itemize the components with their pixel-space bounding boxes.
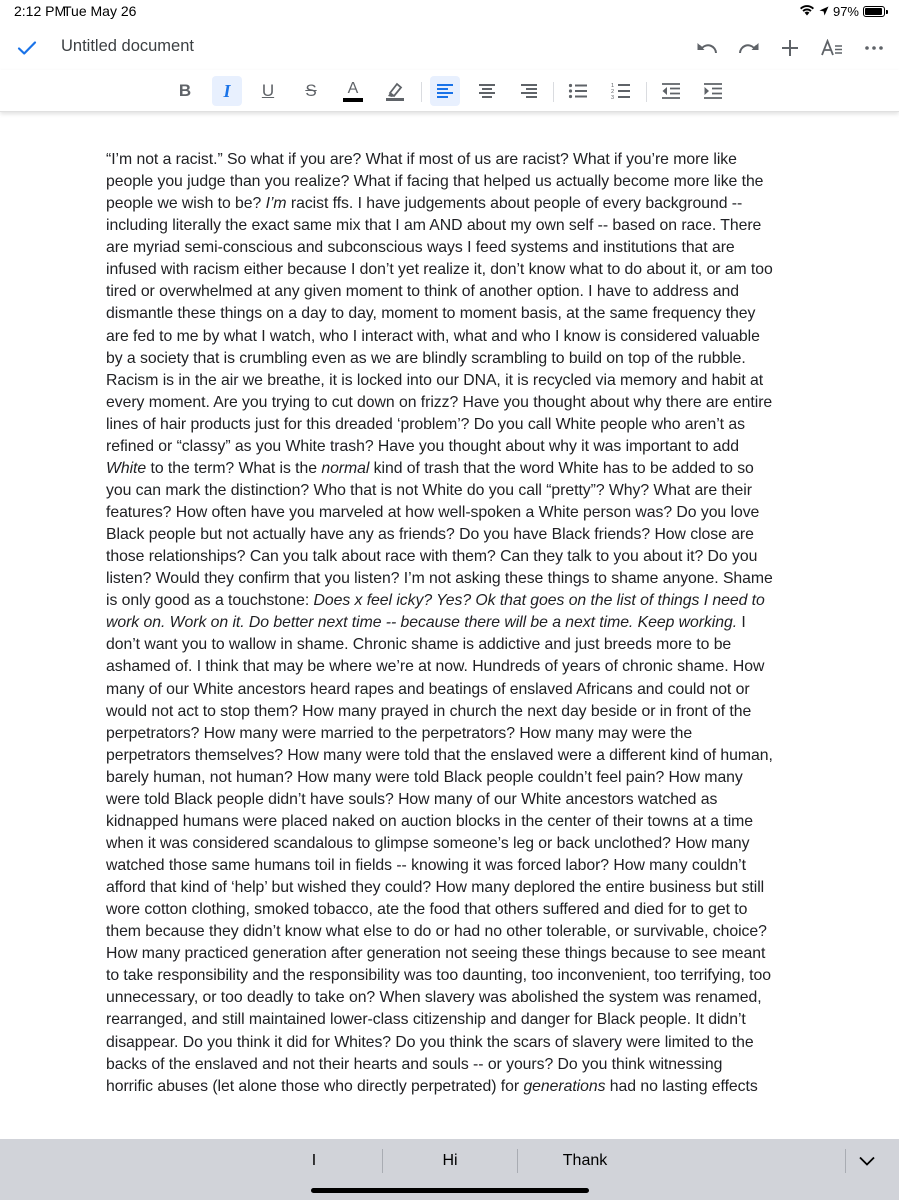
svg-text:1: 1 [611,83,615,89]
done-button[interactable] [14,36,40,60]
document-line [106,392,800,414]
italic-text: Does x feel icky? Yes? Ok that goes on the list of things I need to [313,592,765,610]
document-line [106,1054,800,1076]
text-run: afford that kind of ‘help’ but wished they could? How many deplored the entire business but still [106,879,765,897]
document-line [106,899,800,921]
text-run: tired or overwhelmed at any given moment to think of another option. I have to address and [106,283,740,301]
text-run: people you judge than you realize? What if facing that helped us actually become more like the [106,173,764,191]
text-run: dismantle these things on a day to day, moment to moment basis, at the same frequency they [106,305,756,323]
italic-text: I’m [265,195,287,213]
document-line [106,701,800,723]
text-color-icon: A [347,79,359,97]
status-time: 2:12 PM [14,3,67,19]
status-bar [0,0,899,24]
text-run: would not act to stop them? How many prayed in church the next day beside or in front of the [106,702,752,720]
document-line [106,833,800,855]
highlight-icon [384,81,406,101]
document-line [106,281,800,303]
text-run: to take responsibility and the responsibility was too daunting, too inconvenient, too terrifying, too [106,967,771,985]
document-line [106,634,800,656]
document-line [106,1009,800,1031]
text-run: those relationships? Can you talk about race with them? Can they talk to you about it? Do you [106,548,758,566]
bulleted-list-button[interactable] [563,76,593,106]
redo-button[interactable] [735,35,763,61]
toolbar-divider [421,82,422,102]
document-line [106,590,800,612]
increase-indent-icon [703,83,723,99]
document-line [106,303,800,325]
document-line [106,149,800,171]
text-run: disappear. Do you think it did for Whites? Do you think the scars of slavery were limited to the [106,1033,754,1051]
bulleted-list-icon [568,83,588,99]
bold-icon: B [178,81,192,100]
text-color-button[interactable] [338,76,368,106]
underline-button[interactable] [253,76,283,106]
decrease-indent-button[interactable] [656,76,686,106]
text-run: “I’m not a racist.” So what if you are? What if most of us are racist? What if you’re more like [106,151,737,168]
text-run: them because they didn’t know what else to do or had no other tolerable, or survivable, choice? [106,923,767,941]
add-icon [781,39,799,57]
document-line [106,877,800,899]
check-icon [17,40,37,56]
document-line [106,524,800,546]
italic-text: generations [523,1077,606,1095]
text-run: by a society that is crumbling even as we are blindly scrambling to build on top of the rubble. [106,349,746,367]
text-run: backs of the enslaved and not their hearts and souls -- or yours? Do you think witnessing [106,1055,723,1073]
text-format-icon [821,39,843,57]
align-right-icon [520,83,538,99]
suggestion-item[interactable]: I [311,1152,317,1169]
numbered-list-button[interactable] [606,76,636,106]
document-line [106,326,800,348]
text-run: listen? Would they confirm that you listen? I’m not asking these things to shame anyone. Shame [106,570,773,588]
wifi-icon [799,4,815,19]
document-line [106,436,800,458]
document-line [106,679,800,701]
italic-icon: I [223,80,231,101]
bold-button[interactable] [170,76,200,106]
document-line [106,546,800,568]
text-run: are fed to me by what I watch, who I interact with, what and who I know is considered valuable [106,327,760,345]
document-line [106,811,800,833]
undo-button[interactable] [693,35,721,61]
text-run: people we wish to be? [106,195,266,213]
svg-text:2: 2 [611,89,615,95]
text-run: racist ffs. I have judgements about people of every background -- [286,195,743,213]
battery-fill [865,8,882,15]
italic-text: work on. Work on it. Do better next time -- because there will be a next time. Keep working. [106,614,738,632]
text-run: kidnapped humans were placed naked on auction blocks in the center of their towns at a time [106,812,754,830]
document-line [106,1032,800,1054]
undo-icon [696,41,718,55]
text-run: I [737,614,746,632]
strikethrough-button[interactable] [296,76,326,106]
text-run: when it was considered scandalous to glimpse someone’s leg or back unclothed? How many [106,834,750,852]
numbered-list-icon [611,82,631,100]
align-left-button[interactable] [430,76,460,106]
text-run: infused with racism either because I don’t yet realize it, don’t know what to do about it, or am too [106,261,773,279]
text-run: perpetrators themselves? How many were told that the enslaved were a different kind of human, [106,746,773,764]
document-line [106,921,800,943]
text-run: wore cotton clothing, smoked tobacco, ate the food that others suffered and died for to get to [106,901,748,919]
align-left-icon [436,83,454,99]
document-line [106,193,800,215]
text-run: features? How often have you marveled at how well-spoken a White person was? Do you love [106,504,760,521]
italic-text: White [106,459,147,477]
document-line [106,480,800,502]
document-line [106,215,800,237]
document-line [106,656,800,678]
document-title[interactable]: Untitled document [61,37,194,55]
decrease-indent-icon [661,83,681,99]
hide-keyboard-button[interactable] [852,1149,882,1173]
more-options-button[interactable] [860,35,888,61]
document-line [106,987,800,1009]
document-line [106,237,800,259]
italic-text: normal [321,459,370,477]
text-run: is only good as a touchstone: [106,592,314,610]
document-line [106,502,800,524]
text-run: every moment. Are you trying to cut down on frizz? Have you thought about why there are entire [106,393,773,411]
text-run: were told Black people didn’t have souls? How many of our White ancestors watched as [106,790,718,808]
home-indicator [311,1188,589,1193]
document-line [106,789,800,811]
document-line [106,612,800,634]
suggestion-item[interactable]: Thank [562,1152,608,1169]
status-date: Tue May 26 [63,3,137,19]
text-run: many of our White ancestors heard rapes and beatings of enslaved Africans and could not or [106,680,750,698]
underline-icon: U [261,81,275,100]
toolbar-divider [646,82,647,102]
document-line [106,259,800,281]
insert-button[interactable] [776,35,804,61]
title-bar [0,24,899,70]
text-run: including literally the exact same mix that I am AND about my own self -- based on race. There [106,217,762,235]
document-line [106,943,800,965]
increase-indent-button[interactable] [698,76,728,106]
italic-button[interactable] [212,76,242,106]
text-color-swatch [343,98,363,102]
text-run: horrific abuses (let alone those who directly perpetrated) for [106,1077,524,1095]
more-icon [865,46,883,50]
text-run: perpetrators? How many were married to the perpetrators? How many may were the [106,724,693,742]
document-line [106,458,800,480]
text-run: watched those same humans toil in fields -- knowing it was forced labor? How many couldn’t [106,857,746,874]
suggestion-divider [845,1149,846,1173]
highlight-button[interactable] [380,76,410,106]
text-run: you can mark the distinction? Who that is not White do you call “pretty”? Why? What are their [106,481,752,499]
document-line [106,370,800,392]
document-line [106,965,800,987]
text-run: ashamed of. I think that may be where we’re at now. Hundreds of years of chronic shame. How [106,658,765,676]
document-line [106,171,800,193]
align-center-icon [478,83,496,99]
align-right-button[interactable] [514,76,544,106]
document-line [106,568,800,590]
text-run: rearranged, and still maintained lower-class citizenship and danger for Black people. It didn’t [106,1011,746,1029]
document-line [106,855,800,877]
battery-percent: 97% [832,3,859,19]
text-run: to the term? What is the [146,459,322,477]
document-line [106,348,800,370]
text-run: had no lasting effects [605,1077,758,1095]
text-run: unnecessary, or too deadly to take on? When slavery was abolished the system was renamed, [106,989,762,1007]
text-run: don’t want you to wallow in shame. Chronic shame is addictive and just breeds more to be [106,636,732,654]
text-run: are myriad semi-conscious and subconscious ways I feed systems and institutions that are [106,239,735,257]
suggestion-item[interactable]: Hi [442,1152,458,1169]
document-line [106,767,800,789]
align-center-button[interactable] [472,76,502,106]
status-indicators [799,3,885,19]
text-run: lines of hair products just for this dreaded ‘problem’? Do you call White people who aren’t as [106,415,745,433]
document-line [106,1076,800,1098]
document-line [106,745,800,767]
document-line [106,723,800,745]
chevron-down-icon [859,1156,875,1166]
text-run: Racism is in the air we breathe, it is locked into our DNA, it is recycled via memory and habit at [106,371,764,389]
location-icon [819,4,829,19]
strikethrough-icon: S [305,81,317,100]
document-line [106,414,800,436]
document-body[interactable] [106,149,800,1098]
redo-icon [738,41,760,55]
text-run: Black people but not actually have any as friends? Do you have Black friends? How close are [106,526,754,544]
text-run: refined or “classy” as you White trash? Have you thought about why it was important to add [106,437,739,455]
text-run: barely human, not human? How many were told Black people couldn’t feel pain? How many [106,768,743,786]
battery-icon [863,6,885,17]
svg-text:3: 3 [611,95,615,100]
format-text-button[interactable] [818,35,846,61]
text-run: kind of trash that the word White has to be added to so [369,459,754,477]
toolbar-divider [553,82,554,102]
format-toolbar [0,70,899,112]
text-run: How many practiced generation after generation not seeing these things because to see meant [106,945,766,963]
